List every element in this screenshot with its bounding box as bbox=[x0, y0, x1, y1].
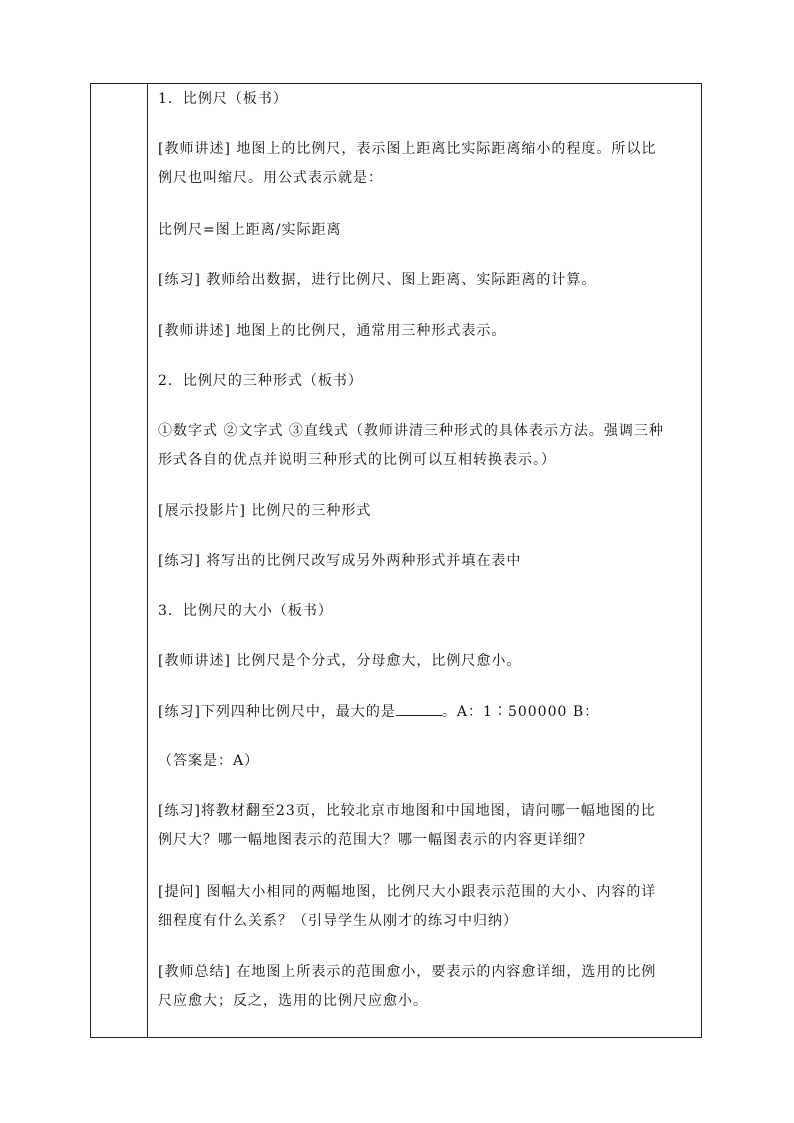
heading-three-forms: 2．比例尺的三种形式（板书） bbox=[158, 373, 363, 389]
heading-scale: 1．比例尺（板书） bbox=[158, 91, 288, 107]
teacher-summary-line-1: [教师总结] 在地图上所表示的范围愈小，要表示的内容愈详细，选用的比例 bbox=[158, 964, 657, 980]
question-line-1: [提问] 图幅大小相同的两幅地图，比例尺大小跟表示范围的大小、内容的详 bbox=[158, 884, 657, 900]
scale-formula: 比例尺=图上距离/实际距离 bbox=[158, 222, 342, 238]
teacher-explain-line-2: 例尺也叫缩尺。用公式表示就是： bbox=[158, 170, 383, 186]
exercise-options-text: 。A：1∶500000 B： bbox=[441, 704, 600, 720]
teacher-explain-three-forms: [教师讲述] 地图上的比例尺，通常用三种形式表示。 bbox=[158, 323, 507, 339]
exercise-largest-scale bbox=[158, 703, 599, 720]
exercise-rewrite: [练习] 将写出的比例尺改写成另外两种形式并填在表中 bbox=[158, 553, 522, 569]
exercise-question-text: [练习]下列四种比例尺中，最大的是 bbox=[158, 704, 396, 720]
slide-show-line: [展示投影片] 比例尺的三种形式 bbox=[158, 503, 372, 519]
teacher-summary-line-2: 尺应愈大；反之，选用的比例尺应愈小。 bbox=[158, 993, 428, 1009]
exercise-compare-line-2: 例尺大？哪一幅地图表示的范围大？哪一幅图表示的内容更详细？ bbox=[158, 832, 593, 848]
forms-list-line-1: ①数字式 ②文字式 ③直线式（教师讲清三种形式的具体表示方法。强调三种 bbox=[158, 423, 664, 439]
teacher-explain-line-1: [教师讲述] 地图上的比例尺，表示图上距离比实际距离缩小的程度。所以比 bbox=[158, 141, 657, 157]
exercise-compare-line-1: [练习]将教材翻至23页，比较北京市地图和中国地图，请问哪一幅地图的比 bbox=[158, 803, 656, 819]
teacher-explain-fraction: [教师讲述] 比例尺是个分式，分母愈大，比例尺愈小。 bbox=[158, 653, 522, 669]
column-divider bbox=[147, 83, 148, 1038]
answer-blank bbox=[396, 703, 442, 716]
heading-scale-size: 3．比例尺的大小（板书） bbox=[158, 603, 333, 619]
table-bottom-rule bbox=[90, 1037, 702, 1038]
question-line-2: 细程度有什么关系？（引导学生从刚才的练习中归纳） bbox=[158, 913, 518, 929]
exercise-calculation: [练习] 教师给出数据，进行比例尺、图上距离、实际距离的计算。 bbox=[158, 272, 597, 288]
answer-line: （答案是：A） bbox=[158, 753, 260, 769]
forms-list-line-2: 形式各自的优点并说明三种形式的比例可以互相转换表示。） bbox=[158, 452, 556, 468]
